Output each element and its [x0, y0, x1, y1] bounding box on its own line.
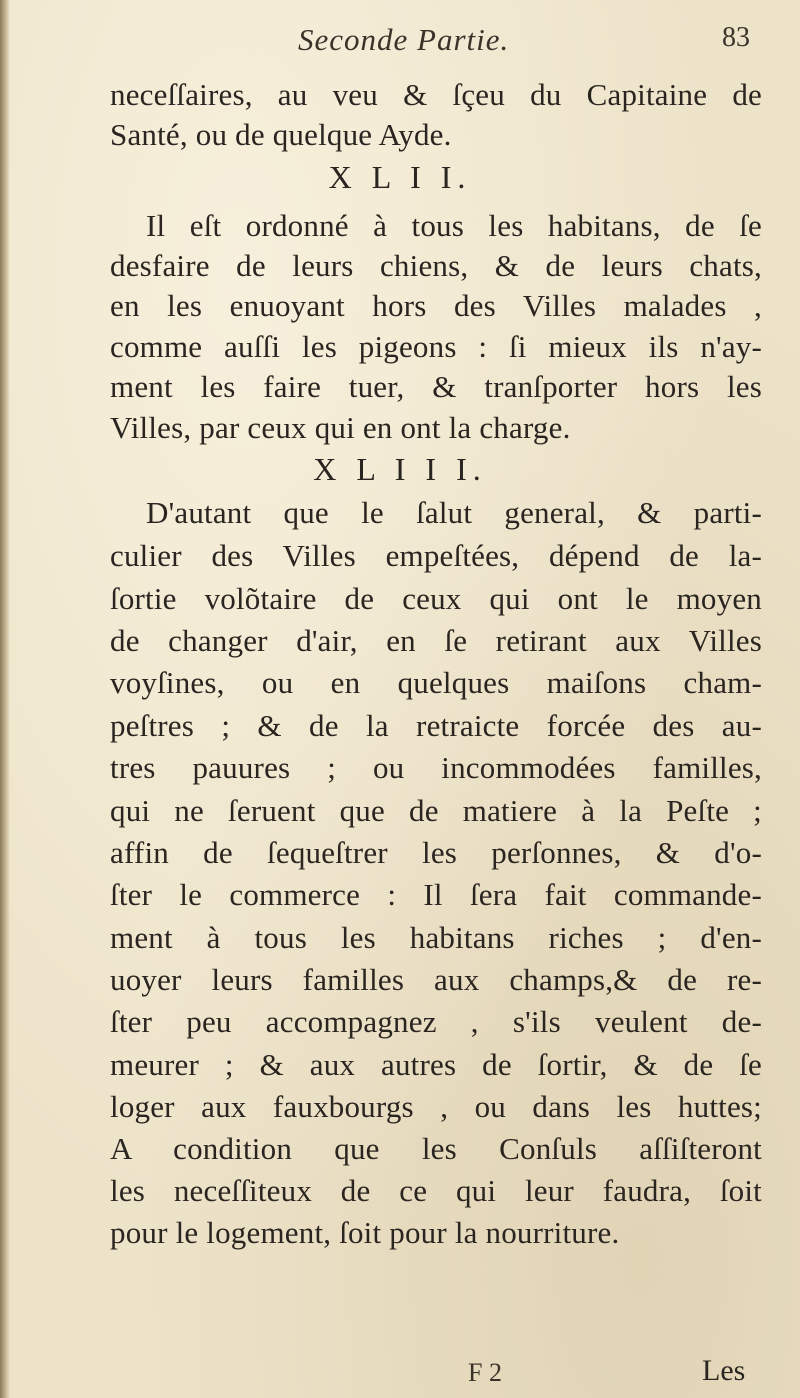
text-line: D'autant que le ſalut general, & parti- — [146, 495, 762, 530]
text-line: Santé, ou de quelque Ayde. — [110, 117, 452, 152]
text-line: neceſſaires, au veu & ſçeu du Capitaine de — [110, 77, 762, 112]
text-line: uoyer leurs familles aux champs,& de re- — [110, 962, 762, 997]
text-line: en les enuoyant hors des Villes malades , — [110, 288, 762, 323]
text-line: qui ne ſeruent que de matiere à la Peſte ; — [110, 793, 762, 828]
catchword: Les — [702, 1354, 746, 1387]
text-line: Il eſt ordonné à tous les habitans, de ſe — [146, 208, 762, 243]
text-line: ſortie volõtaire de ceux qui ont le moyen — [110, 581, 762, 616]
text-line: de changer d'air, en ſe retirant aux Villes — [110, 623, 762, 658]
running-header-title: Seconde Partie. — [298, 22, 510, 57]
page-number: 83 — [722, 22, 750, 53]
text-line: A condition que les Conſuls aſſiſteront — [110, 1131, 762, 1166]
text-line: loger aux fauxbourgs , ou dans les huttes; — [110, 1089, 762, 1124]
section-heading: X L I I I. — [313, 451, 487, 487]
text-line: pour le logement, ſoit pour la nourriture. — [110, 1215, 620, 1250]
text-line: comme auſſi les pigeons : ſi mieux ils n'ay- — [110, 329, 762, 364]
text-line: tres pauures ; ou incommodées familles, — [110, 750, 762, 785]
text-line: les neceſſiteux de ce qui leur faudra, ſoit — [110, 1173, 762, 1208]
text-line: meurer ; & aux autres de ſortir, & de ſe — [110, 1047, 762, 1082]
text-line: affin de ſequeſtrer les perſonnes, & d'o- — [110, 835, 762, 870]
text-line: ment à tous les habitans riches ; d'en- — [110, 920, 762, 955]
text-line: ment les faire tuer, & tranſporter hors les — [110, 369, 762, 404]
text-line: voyſines, ou en quelques maiſons cham- — [110, 665, 762, 700]
section-heading: X L I I. — [328, 159, 472, 195]
signature-mark: F 2 — [468, 1358, 502, 1387]
text-line: culier des Villes empeſtées, dépend de la- — [110, 538, 762, 573]
text-line: desfaire de leurs chiens, & de leurs chats, — [110, 248, 762, 283]
text-line: ſter peu accompagnez , s'ils veulent de- — [110, 1004, 762, 1039]
text-line: ſter le commerce : Il ſera fait commande- — [110, 877, 762, 912]
text-line: Villes, par ceux qui en ont la charge. — [110, 410, 571, 445]
text-line: peſtres ; & de la retraicte forcée des au- — [110, 708, 762, 743]
